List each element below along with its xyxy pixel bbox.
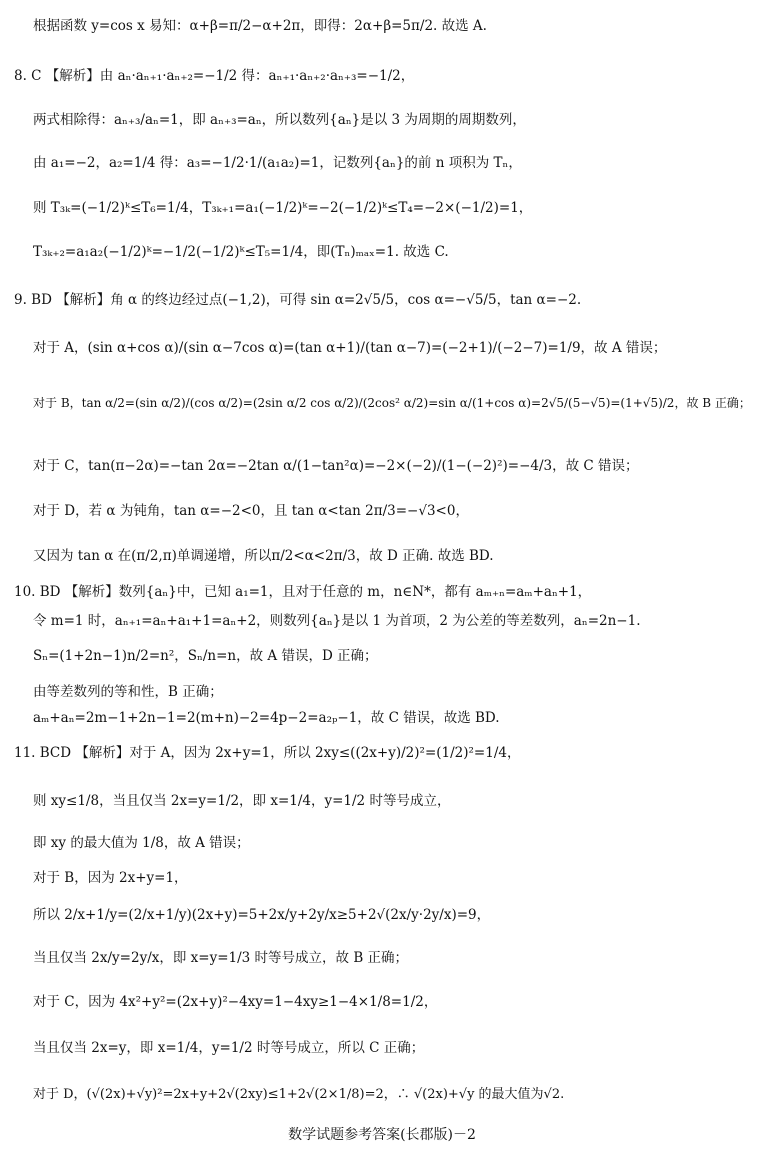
text-line: 对于 B，因为 2x+y=1， — [33, 870, 188, 886]
answer-9-line: 9. BD 【解析】角 α 的终边经过点(−1,2)，可得 sin α=2√5/5，cos α=−√5/5，tan α=−2. — [14, 292, 582, 308]
text-line: Sₙ=(1+2n−1)n/2=n²，Sₙ/n=n，故 A 错误，D 正确； — [33, 648, 378, 664]
text-line: 当且仅当 2x/y=2y/x，即 x=y=1/3 时等号成立，故 B 正确； — [33, 950, 409, 966]
answer-11-line: 11. BCD 【解析】对于 A，因为 2x+y=1，所以 2xy≤((2x+y)/2)²=(1/2)²=1/4， — [14, 745, 521, 761]
text-line: 两式相除得：aₙ₊₃/aₙ=1，即 aₙ₊₃=aₙ，所以数列{aₙ}是以 3 为周期的周期数列， — [33, 112, 526, 128]
answer-8-line: 8. C 【解析】由 aₙ·aₙ₊₁·aₙ₊₂=−1/2 得：aₙ₊₁·aₙ₊₂·aₙ₊₃=−1/2， — [14, 68, 415, 84]
text-line: 对于 C，因为 4x²+y²=(2x+y)²−4xy=1−4xy≥1−4×1/8=1/2， — [33, 994, 438, 1010]
text-line: 由等差数列的等和性，B 正确； — [33, 684, 223, 700]
text-line: 又因为 tan α 在(π/2,π)单调递增，所以π/2<α<2π/3，故 D 正确. 故选 BD. — [33, 548, 494, 564]
text-line: 所以 2/x+1/y=(2/x+1/y)(2x+y)=5+2x/y+2y/x≥5+2√(2x/y·2y/x)=9， — [33, 907, 491, 923]
text-line: T₃ₖ₊₂=a₁a₂(−1/2)ᵏ=−1/2(−1/2)ᵏ≤T₅=1/4，即(Tₙ)ₘₐₓ=1. 故选 C. — [33, 244, 449, 260]
page-footer: 数学试题参考答案(长郡版)－2 — [288, 1127, 476, 1143]
text-line: 即 xy 的最大值为 1/8，故 A 错误； — [33, 835, 250, 851]
answer-10-line: 10. BD 【解析】数列{aₙ}中，已知 a₁=1，且对于任意的 m，n∈N*，都有 aₘ₊ₙ=aₘ+aₙ+1， — [14, 584, 592, 600]
text-line: 对于 C，tan(π−2α)=−tan 2α=−2tan α/(1−tan²α)=−2×(−2)/(1−(−2)²)=−4/3，故 C 错误； — [33, 458, 639, 474]
text-line: aₘ+aₙ=2m−1+2n−1=2(m+n)−2=4p−2=a₂ₚ−1，故 C 错误，故选 BD. — [33, 710, 500, 726]
text-line: 对于 D，若 α 为钝角，tan α=−2<0，且 tan α<tan 2π/3=−√3<0， — [33, 503, 469, 519]
text-line: 当且仅当 2x=y，即 x=1/4，y=1/2 时等号成立，所以 C 正确； — [33, 1040, 425, 1056]
text-line: 对于 D，(√(2x)+√y)²=2x+y+2√(2xy)≤1+2√(2×1/8)=2，∴ √(2x)+√y 的最大值为√2. — [33, 1087, 565, 1102]
text-line: 则 xy≤1/8，当且仅当 2x=y=1/2，即 x=1/4，y=1/2 时等号成立， — [33, 793, 451, 809]
text-line: 令 m=1 时，aₙ₊₁=aₙ+a₁+1=aₙ+2，则数列{aₙ}是以 1 为首项，2 为公差的等差数列，aₙ=2n−1. — [33, 613, 641, 629]
text-line: 根据函数 y=cos x 易知：α+β=π/2−α+2π，即得：2α+β=5π/2. 故选 A. — [33, 18, 487, 34]
text-line: 对于 B，tan α/2=(sin α/2)/(cos α/2)=(2sin α/2 cos α/2)/(2cos² α/2)=sin α/(1+cos α)=2√5/(5−√5)=(1+√5)/2，故 B 正确； — [33, 396, 751, 410]
text-line: 则 T₃ₖ=(−1/2)ᵏ≤T₆=1/4，T₃ₖ₊₁=a₁(−1/2)ᵏ=−2(−1/2)ᵏ≤T₄=−2×(−1/2)=1， — [33, 200, 533, 216]
text-line: 由 a₁=−2，a₂=1/4 得：a₃=−1/2·1/(a₁a₂)=1，记数列{aₙ}的前 n 项积为 Tₙ， — [33, 155, 522, 171]
text-line: 对于 A，(sin α+cos α)/(sin α−7cos α)=(tan α+1)/(tan α−7)=(−2+1)/(−2−7)=1/9，故 A 错误； — [33, 340, 667, 356]
